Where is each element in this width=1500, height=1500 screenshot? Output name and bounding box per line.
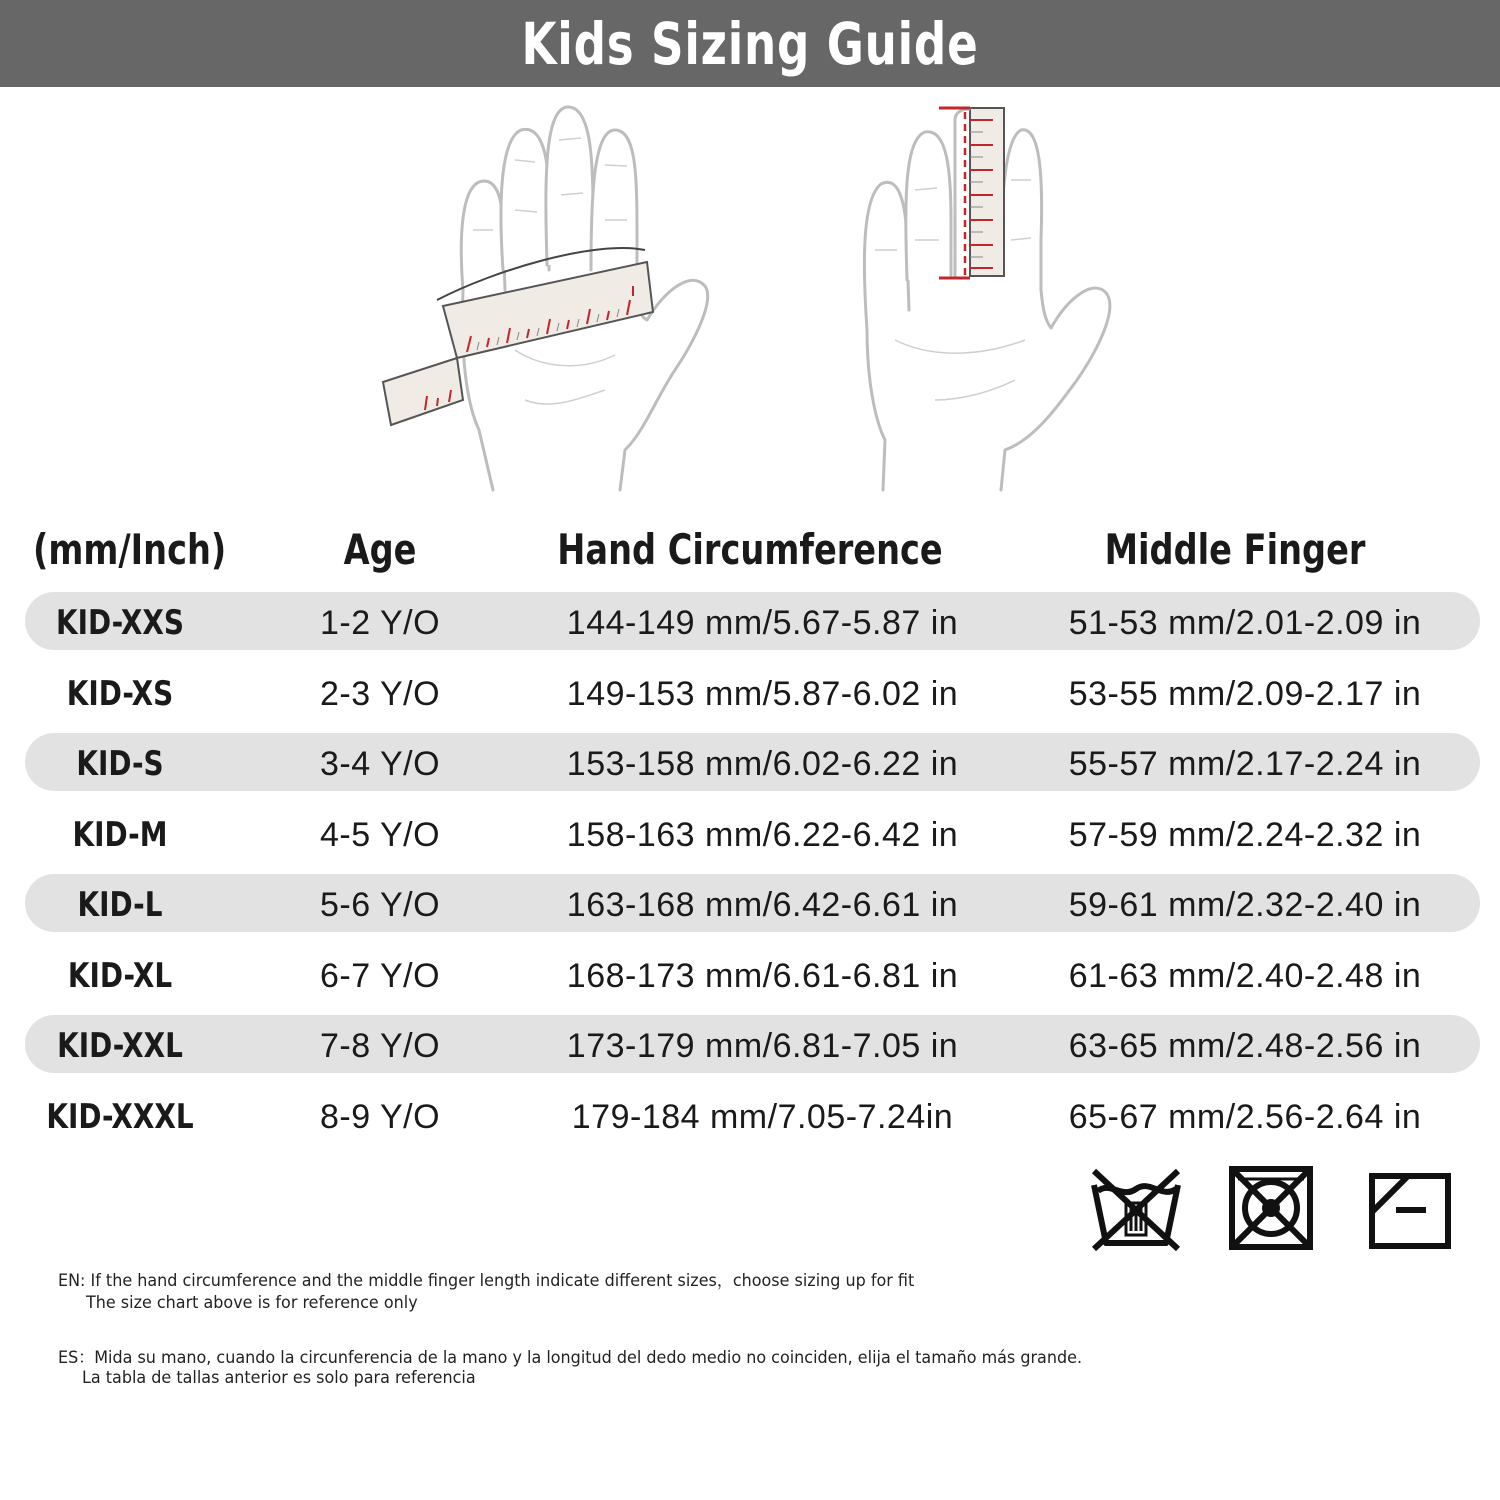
age-value: 4-5 Y/O: [319, 815, 441, 854]
finger-value: 55-57 mm/2.17-2.24 in: [1068, 745, 1422, 783]
hand-finger-icon: [591, 130, 637, 275]
hand-palm-icon: [867, 288, 1110, 490]
age-value: 5-6 Y/O: [319, 886, 441, 924]
ruler: [970, 108, 1004, 276]
hand-circumference-illustration: [375, 100, 720, 500]
age-value: 3-4 Y/O: [319, 745, 441, 783]
age-value: 1-2 Y/O: [319, 604, 441, 642]
page-title: Kids Sizing Guide: [521, 9, 979, 78]
size-label: KID-M: [72, 814, 168, 855]
size-label: KID-S: [76, 744, 164, 784]
finger-value: 63-65 mm/2.48-2.56 in: [1068, 1027, 1422, 1065]
table-row: [25, 663, 1480, 721]
size-label: KID-XS: [66, 673, 174, 714]
finger-value: 61-63 mm/2.40-2.48 in: [1068, 956, 1422, 995]
hand-finger-icon: [906, 132, 951, 280]
age-value: 7-8 Y/O: [319, 1027, 441, 1065]
hand-finger-icon: [501, 129, 549, 270]
size-table: [25, 592, 1480, 1156]
header-hand-circumference: Hand Circumference: [557, 525, 943, 574]
middle-finger-illustration: [855, 100, 1125, 500]
finger-value: 53-55 mm/2.09-2.17 in: [1068, 674, 1422, 713]
finger-value: 57-59 mm/2.24-2.32 in: [1068, 815, 1422, 854]
note-en-line1: EN: If the hand circumference and the middle finger length indicate different sizes，choose sizing up for fit: [58, 1271, 915, 1291]
header-middle-finger: Middle Finger: [1104, 525, 1366, 574]
table-row: [25, 804, 1480, 862]
size-label: KID-XL: [67, 955, 173, 996]
table-row: [25, 592, 1480, 650]
hand-value: 163-168 mm/6.42-6.61 in: [566, 886, 959, 924]
finger-value: 65-67 mm/2.56-2.64 in: [1068, 1097, 1422, 1136]
table-row: [25, 1086, 1480, 1144]
hand-value: 144-149 mm/5.67-5.87 in: [566, 604, 959, 642]
size-label: KID-XXL: [57, 1026, 183, 1066]
title-banner: [0, 0, 1500, 87]
size-label: KID-XXS: [55, 603, 184, 643]
note-es-line1: ES：Mida su mano, cuando la circunferencia de la mano y la longitud del dedo medio no coinciden, elija el tamaño más grande.: [58, 1348, 1083, 1368]
age-value: 8-9 Y/O: [319, 1097, 441, 1136]
header-unit: (mm/Inch): [33, 525, 227, 574]
hand-finger-icon: [546, 107, 593, 265]
hand-value: 173-179 mm/6.81-7.05 in: [566, 1027, 959, 1065]
hand-value: 158-163 mm/6.22-6.42 in: [566, 815, 959, 854]
hand-finger-icon: [1001, 130, 1042, 290]
finger-value: 59-61 mm/2.32-2.40 in: [1068, 886, 1422, 924]
do-not-wash-icon: [1088, 1165, 1184, 1251]
size-label: KID-XXXL: [46, 1096, 194, 1137]
hand-finger-icon: [864, 182, 909, 330]
hand-value: 153-158 mm/6.02-6.22 in: [566, 745, 959, 783]
hand-value: 168-173 mm/6.61-6.81 in: [566, 956, 959, 995]
size-label: KID-L: [77, 885, 163, 925]
note-es-line2: La tabla de tallas anterior es solo para referencia: [82, 1368, 476, 1388]
table-row: [25, 733, 1480, 791]
age-value: 2-3 Y/O: [319, 674, 441, 713]
hand-value: 149-153 mm/5.87-6.02 in: [566, 674, 959, 713]
table-row: [25, 1015, 1480, 1073]
finger-value: 51-53 mm/2.01-2.09 in: [1068, 604, 1422, 642]
table-row: [25, 874, 1480, 932]
age-value: 6-7 Y/O: [319, 956, 441, 995]
dry-flat-in-shade-icon: [1368, 1172, 1452, 1250]
do-not-tumble-dry-icon: [1228, 1165, 1314, 1251]
table-row: [25, 945, 1480, 1003]
header-age: Age: [343, 525, 417, 574]
hand-value: 179-184 mm/7.05-7.24in: [571, 1097, 954, 1136]
note-en-line2: The size chart above is for reference only: [86, 1293, 418, 1313]
